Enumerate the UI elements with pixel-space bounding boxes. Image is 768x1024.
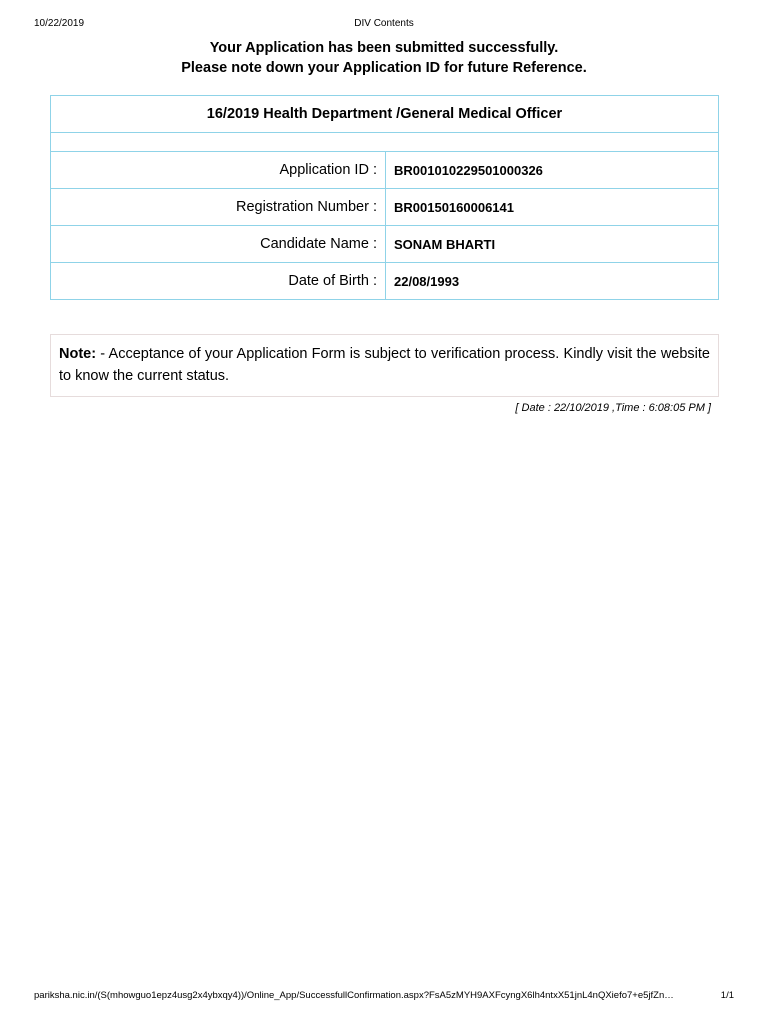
success-message: Your Application has been submitted successfully. [209,40,559,56]
application-details-table [50,95,719,300]
date-of-birth-row [51,263,719,300]
submission-timestamp: [ Date : 22/10/2019 ,Time : 6:08:05 PM ] [515,402,711,414]
post-title: 16/2019 Health Department /General Medical Officer [51,96,719,133]
print-title: DIV Contents [354,18,414,29]
post-title-row [51,96,719,133]
verification-note [50,334,719,397]
application-id-value: BR001010229501000326 [386,152,719,189]
application-id-row [51,152,719,189]
spacer-row [51,133,719,152]
print-date: 10/22/2019 [34,18,85,29]
spacer-cell [51,133,719,152]
print-footer [34,990,734,1004]
reference-message: Please note down your Application ID for future Reference. [181,60,587,76]
note-label: Note: [59,346,97,362]
registration-number-value: BR00150160006141 [386,189,719,226]
candidate-name-label: Candidate Name : [51,226,386,263]
application-id-label: Application ID : [51,152,386,189]
registration-number-label: Registration Number : [51,189,386,226]
note-text: - Acceptance of your Application Form is subject to verification process. Kindly visit the website to know the current status. [59,346,710,384]
date-of-birth-label: Date of Birth : [51,263,386,300]
candidate-name-row [51,226,719,263]
success-heading [0,38,768,78]
page-url: pariksha.nic.in/(S(mhowguo1epz4usg2x4ybxqy4))/Online_App/SuccessfullConfirmation.aspx?FsA5zMYH9AXFcyngX6lh4ntxX51jnL4nQXiefo7+e5jfZn… [34,990,674,1001]
registration-number-row [51,189,719,226]
print-header [34,18,734,32]
date-of-birth-value: 22/08/1993 [386,263,719,300]
candidate-name-value: SONAM BHARTI [386,226,719,263]
page-number: 1/1 [720,990,734,1001]
